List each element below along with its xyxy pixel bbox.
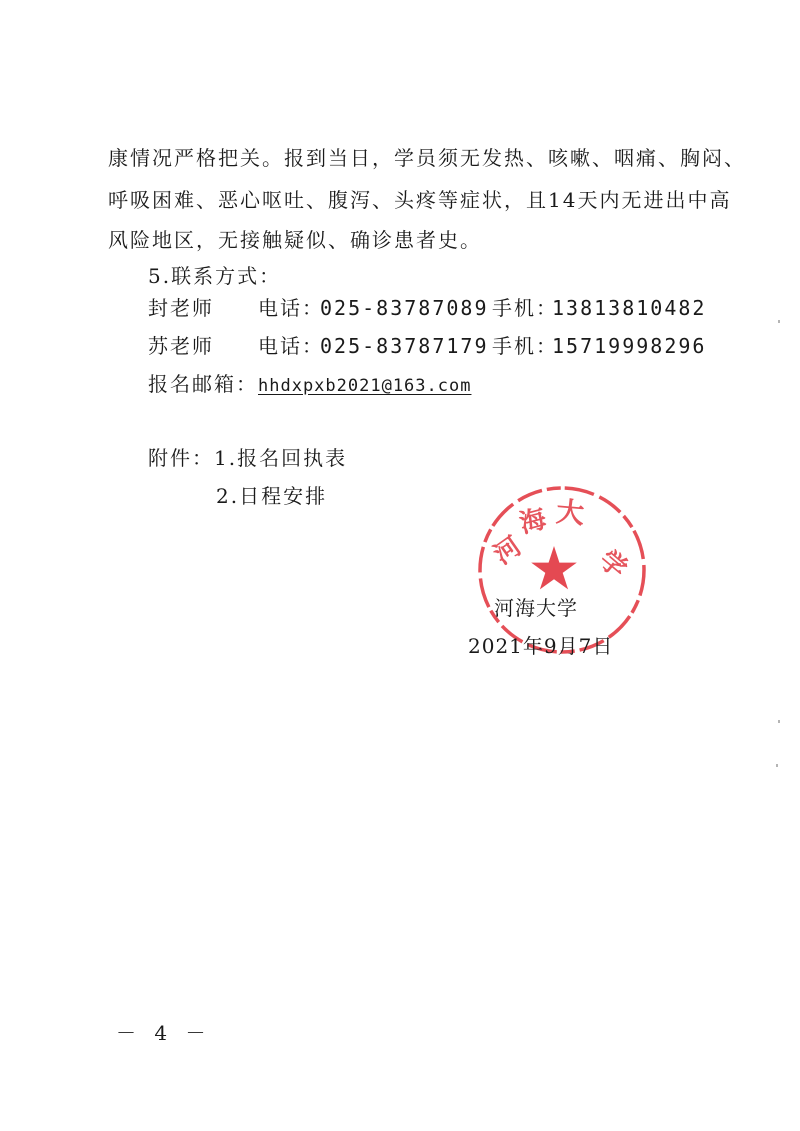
contact-name: 封老师 — [148, 296, 214, 320]
signing-organization: 河海大学 — [494, 596, 578, 620]
phone-number: 025-83787179 — [320, 334, 489, 358]
signing-date: 2021年9月7日 — [468, 634, 614, 658]
seal-char: 大 — [554, 495, 586, 531]
paragraph-line-2: 呼吸困难、恶心呕吐、腹泻、头疼等症状，且14天内无进出中高 — [108, 188, 732, 212]
email-line — [148, 370, 471, 400]
scan-mark — [778, 320, 780, 323]
phone-number: 025-83787089 — [320, 296, 489, 320]
scan-mark — [776, 764, 778, 767]
page-number: － 4 － — [116, 1021, 212, 1045]
attachment-item: 1.报名回执表 — [214, 446, 348, 470]
paragraph-line-3: 风险地区，无接触疑似、确诊患者史。 — [108, 228, 482, 252]
attachments-label: 附件： — [148, 446, 214, 470]
mobile-label: 手机： — [492, 334, 558, 358]
mobile-label: 手机： — [492, 296, 558, 320]
seal-char: 学 — [593, 544, 633, 585]
seal-char: 海 — [516, 503, 550, 540]
paragraph-line-1: 康情况严格把关。报到当日，学员须无发热、咳嗽、咽痛、胸闷、 — [108, 146, 746, 170]
email-address[interactable]: hhdxpxb2021@163.com — [258, 376, 472, 396]
attachments-line — [148, 444, 347, 472]
phone-label: 电话： — [258, 334, 324, 358]
seal-char: 河 — [488, 531, 528, 571]
contact-heading: 5.联系方式： — [148, 264, 282, 288]
contact-name: 苏老师 — [148, 334, 214, 358]
attachment-item: 2.日程安排 — [216, 484, 328, 508]
mobile-number: 13813810482 — [552, 296, 707, 320]
contact-row — [148, 294, 708, 322]
scan-mark — [778, 720, 780, 723]
phone-label: 电话： — [258, 296, 324, 320]
mobile-number: 15719998296 — [552, 334, 707, 358]
email-label: 报名邮箱： — [148, 372, 258, 396]
contact-row — [148, 332, 708, 360]
